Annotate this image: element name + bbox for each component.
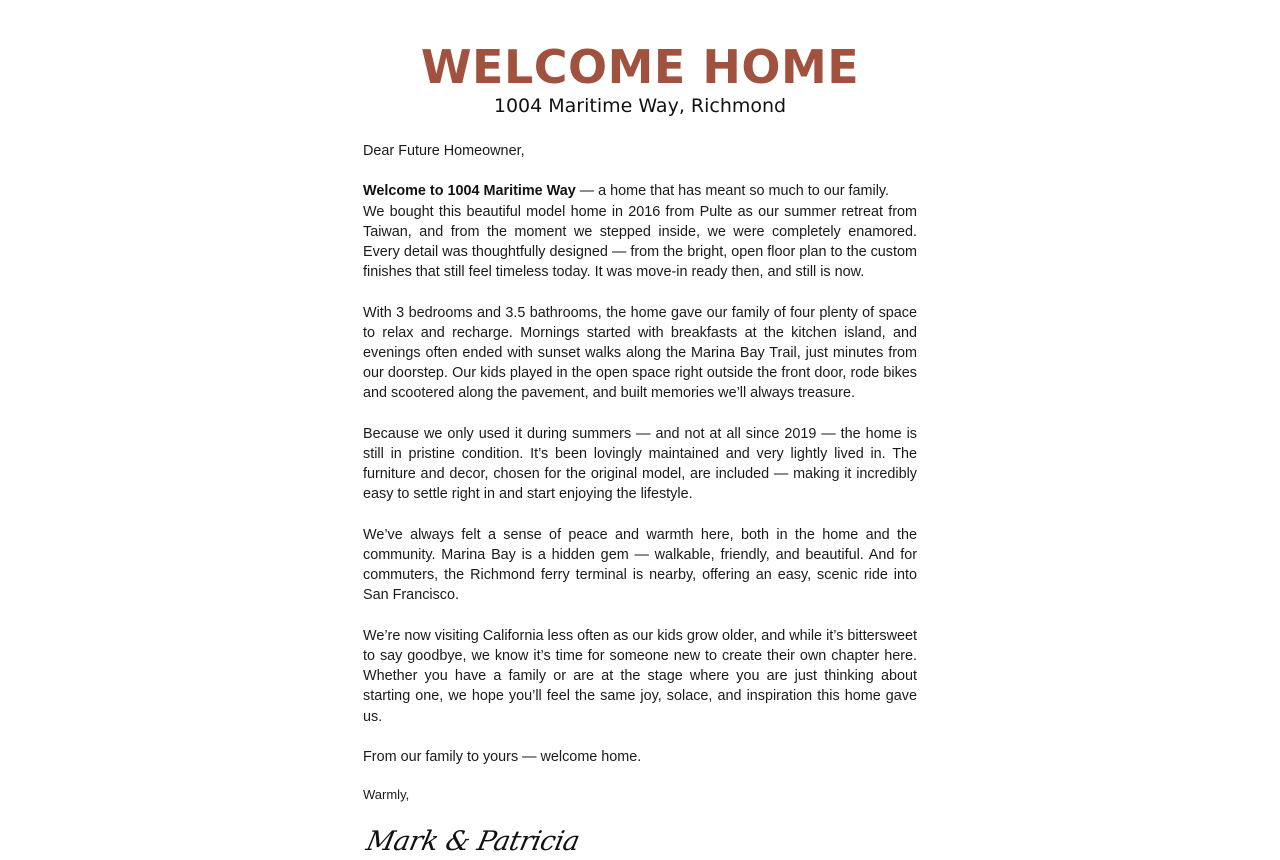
page-title: WELCOME HOME <box>420 40 860 94</box>
closing-line: From our family to yours — welcome home. <box>363 749 642 765</box>
paragraph-goodbye: We’re now visiting California less often as our kids grow older, and while it’s bittersweet to say goodbye, we know it’s time for someone new to create their own chapter here. Whether you have a family or are at the stage where you are just thinking about starting one, we hope you’ll feel the same joy, solace, and inspiration this home gave us. <box>363 627 917 725</box>
signature: Mark & Patricia <box>363 825 583 857</box>
intro-text: — a home that has meant so much to our family. <box>575 183 890 200</box>
paragraph-community: We’ve always felt a sense of peace and warmth here, both in the home and the community. Marina Bay is a hidden gem — walkable, friendly, and beautiful. And for commuters, the Richmond ferry terminal is nearby, offering an easy, scenic ride into San Francisco. <box>363 526 917 604</box>
paragraph-condition: Because we only used it during summers — and not at all since 2019 — the home is still in pristine condition. It’s been lovingly maintained and very lightly lived in. The furniture and decor, chosen for the original model, are included — making it incredibly easy to settle right in and start enjoying the lifestyle. <box>363 425 917 503</box>
property-address: 1004 Maritime Way, Richmond <box>493 95 787 117</box>
letter-header <box>0 40 1280 118</box>
intro-bold-text: Welcome to 1004 Maritime Way <box>363 183 576 200</box>
salutation: Dear Future Homeowner, <box>363 143 525 159</box>
letter-body <box>363 141 917 860</box>
signoff: Warmly, <box>363 787 410 803</box>
paragraph-bedrooms: With 3 bedrooms and 3.5 bathrooms, the home gave our family of four plenty of space to relax and recharge. Mornings started with breakfasts at the kitchen island, and evenings often ended with sunset walks along the Marina Bay Trail, just minutes from our doorstep. Our kids played in the open space right outside the front door, rode bikes and scootered along the pavement, and built memories we’ll always treasure. <box>363 304 917 402</box>
paragraph-1-text: We bought this beautiful model home in 2016 from Pulte as our summer retreat from Taiwan, and from the moment we stepped inside, we were completely enamored. Every detail was thoughtfully designed — from the bright, open floor plan to the custom finishes that still feel timeless today. It was move-in ready then, and still is now. <box>363 203 917 281</box>
paragraph-intro <box>363 181 917 282</box>
